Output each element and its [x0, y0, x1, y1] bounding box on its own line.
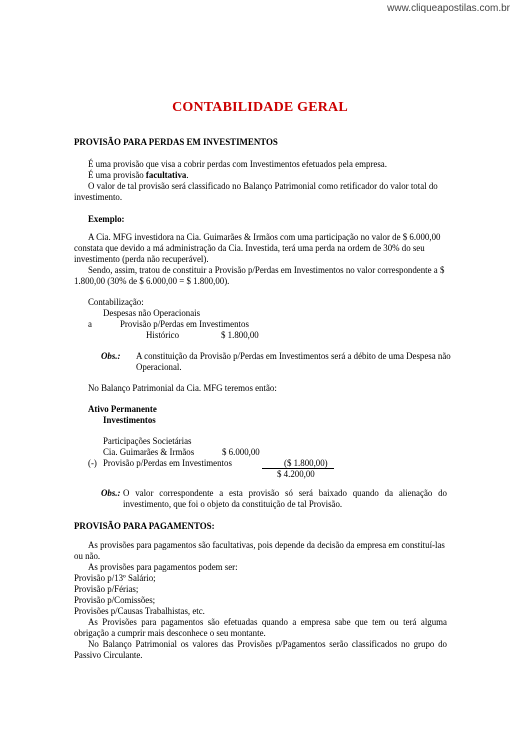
provisao-line: Provisão p/Perdas em Investimentos — [103, 458, 232, 468]
obs2-line-1: O valor correspondente a esta provisão só será baixado quando da alienação do — [123, 488, 447, 498]
list-item: Provisão p/13º Salário; — [74, 573, 156, 583]
example-label: Exemplo: — [88, 214, 125, 224]
paragraph-definition: É uma provisão que visa a cobrir perdas com Investimentos efetuados pela empresa. — [88, 159, 387, 169]
obs2-label: Obs.: — [101, 488, 121, 498]
total-value: $ 4.200,00 — [277, 469, 315, 479]
example-line-1: A Cia. MFG investidora na Cia. Guimarães & Irmãos com uma participação no valor de $ 6.000,00 — [88, 232, 441, 242]
entry-value: $ 1.800,00 — [221, 330, 259, 340]
obs1-line-1: A constituição da Provisão p/Perdas em Investimentos será a débito de uma Despesa não — [136, 351, 451, 361]
provisao-value: ($ 1.800,00) — [284, 458, 328, 468]
example-line-4: Sendo, assim, tratou de constituir a Provisão p/Perdas em Investimentos no valor correspondente a $ — [88, 265, 445, 275]
entry-historico: Histórico — [146, 330, 180, 340]
section-heading-pagamentos: PROVISÃO PARA PAGAMENTOS: — [74, 521, 215, 531]
contabilizacao-label: Contabilização: — [88, 297, 144, 307]
list-item: Provisão p/Férias; — [74, 584, 139, 594]
pag-p4-line-1: No Balanço Patrimonial os valores das Provisões p/Pagamentos serão classificados no grupo do — [88, 639, 447, 649]
page-title: CONTABILIDADE GERAL — [172, 100, 348, 115]
site-watermark: www.cliqueapostilas.com.br — [387, 3, 510, 14]
pag-p3-line-1: As Provisões para pagamentos são efetuadas quando a empresa sabe que tem ou terá alguma — [88, 617, 447, 627]
example-line-3: investimento (perda não recuperável). — [74, 254, 209, 264]
ativo-permanente: Ativo Permanente — [88, 404, 157, 414]
example-line-2: constata que devido a má administração da Cia. Investida, terá uma perda na ordem de 30% do seu — [74, 243, 425, 253]
obs1-label: Obs.: — [101, 351, 121, 361]
facultativa-bold: facultativa — [145, 170, 187, 180]
participacoes-societarias: Participações Societárias — [103, 436, 192, 446]
list-item: Provisão p/Comissões; — [74, 595, 156, 605]
pag-p3-line-2: obrigação a cumprir mais desconhece o seu montante. — [74, 628, 266, 638]
pag-p1-line-2: ou não. — [74, 551, 101, 561]
paragraph-classificacao-l2: investimento. — [74, 192, 123, 202]
obs2-line-2: investimento, que foi o objeto da constituição de tal Provisão. — [123, 499, 343, 509]
obs1-line-2: Operacional. — [136, 362, 182, 372]
example-line-5: 1.800,00 (30% de $ 6.000,00 = $ 1.800,00). — [74, 276, 230, 286]
investimentos-heading: Investimentos — [103, 415, 156, 425]
bp-intro: No Balanço Patrimonial da Cia. MFG teremos então: — [88, 383, 277, 393]
entry-a: a — [88, 319, 92, 329]
entry-debit: Despesas não Operacionais — [103, 308, 201, 318]
pag-p4-line-2: Passivo Circulante. — [74, 650, 143, 660]
paragraph-classificacao-l1: O valor de tal provisão será classificado no Balanço Patrimonial como retificador do valor total do — [88, 181, 438, 191]
entry-credit: Provisão p/Perdas em Investimentos — [120, 319, 249, 329]
pag-p1-line-1: As provisões para pagamentos são facultativas, pois depende da decisão da empresa em constituí-las — [88, 540, 445, 550]
section-heading-perdas: PROVISÃO PARA PERDAS EM INVESTIMENTOS — [74, 137, 278, 147]
minus-sign: (-) — [88, 458, 97, 468]
list-item: Provisões p/Causas Trabalhistas, etc. — [74, 606, 205, 616]
cia-guimaraes-value: $ 6.000,00 — [222, 447, 260, 457]
pag-p2: As provisões para pagamentos podem ser: — [88, 562, 238, 572]
cia-guimaraes: Cia. Guimarães & Irmãos — [103, 447, 195, 457]
paragraph-facultativa: É uma provisão facultativa. — [88, 170, 189, 180]
